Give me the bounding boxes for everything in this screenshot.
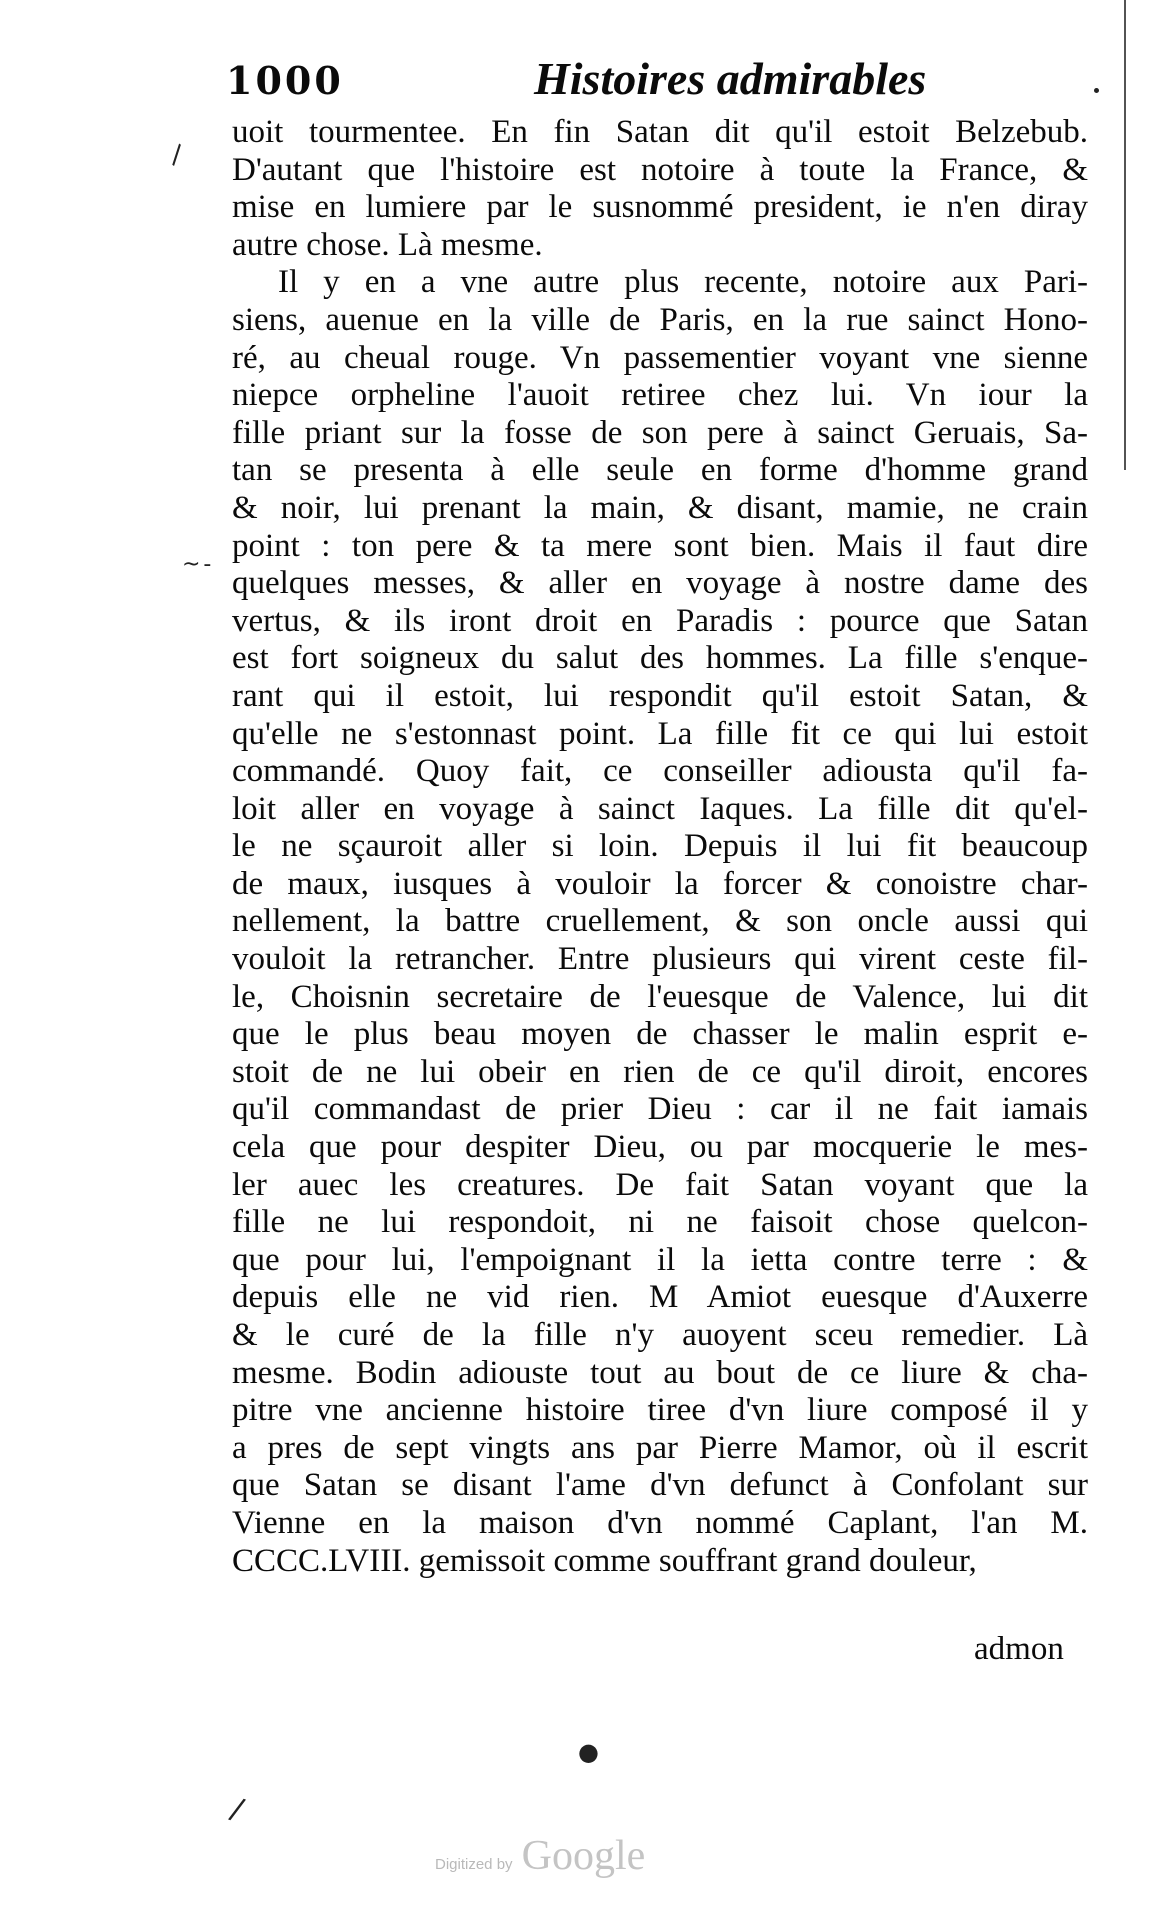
google-logo: Google bbox=[521, 1833, 646, 1879]
text-line: Vienne en la maison d'vn nommé Caplant, l'an M. bbox=[232, 1504, 1088, 1541]
text-line: ler auec les creatures. De fait Satan voyant que la bbox=[232, 1166, 1088, 1203]
text-line: mesme. Bodin adiouste tout au bout de ce liure & cha- bbox=[232, 1354, 1088, 1391]
text-line: cela que pour despiter Dieu, ou par mocquerie le mes- bbox=[232, 1129, 1088, 1166]
text-line: nellement, la battre cruellement, & son oncle aussi qui bbox=[232, 903, 1088, 940]
text-line: que pour lui, l'empoignant il la ietta contre terre : & bbox=[232, 1241, 1088, 1278]
margin-mark: / bbox=[226, 1791, 248, 1828]
text-line: D'autant que l'histoire est notoire à toute la France, & bbox=[232, 151, 1088, 188]
text-line: est fort soigneux du salut des hommes. La fille s'enque- bbox=[232, 640, 1088, 677]
text-line: point : ton pere & ta mere sont bien. Mais il faut dire bbox=[232, 527, 1088, 564]
text-line: & le curé de la fille n'y auoyent sceu remedier. Là bbox=[232, 1317, 1088, 1353]
digitized-watermark bbox=[435, 1832, 735, 1882]
text-line: CCCC.LVIII. gemissoit comme souffrant grand douleur, bbox=[232, 1542, 977, 1579]
text-line: Il y en a vne autre plus recente, notoire aux Pari- bbox=[278, 264, 1088, 301]
digitized-by-text: Digitized by bbox=[435, 1856, 513, 1873]
ink-dot: ● bbox=[578, 1738, 599, 1766]
text-line: quelques messes, & aller en voyage à nostre dame des bbox=[232, 565, 1088, 602]
running-title: Histoires admirables bbox=[534, 53, 927, 104]
text-line: ré, au cheual rouge. Vn passementier voyant vne sienne bbox=[232, 339, 1088, 376]
text-line: commandé. Quoy fait, ce conseiller adiousta qu'il fa- bbox=[232, 753, 1088, 790]
text-line: niepce orpheline l'auoit retiree chez lui. Vn iour la bbox=[232, 377, 1088, 414]
text-line: pitre vne ancienne histoire tiree d'vn liure composé il y bbox=[232, 1392, 1088, 1429]
text-line: tan se presenta à elle seule en forme d'homme grand bbox=[232, 452, 1088, 489]
text-line: de maux, iusques à vouloir la forcer & conoistre char- bbox=[232, 865, 1088, 902]
text-line: depuis elle ne vid rien. M Amiot euesque d'Auxerre bbox=[232, 1279, 1088, 1316]
text-line: vertus, & ils iront droit en Paradis : pource que Satan bbox=[232, 602, 1088, 639]
text-line: rant qui il estoit, lui respondit qu'il estoit Satan, & bbox=[232, 677, 1088, 714]
text-line: a pres de sept vingts ans par Pierre Mamor, où il escrit bbox=[232, 1429, 1088, 1466]
text-line: fille ne lui respondoit, ni ne faisoit chose quelcon- bbox=[232, 1204, 1088, 1241]
text-line: fille priant sur la fosse de son pere à sainct Geruais, Sa- bbox=[232, 414, 1088, 451]
text-line: loit aller en voyage à sainct Iaques. La fille dit qu'el- bbox=[232, 790, 1088, 827]
body-text bbox=[232, 114, 1088, 1580]
text-line: autre chose. Là mesme. bbox=[232, 226, 543, 263]
text-line: le ne sçauroit aller si loin. Depuis il lui fit beaucoup bbox=[232, 828, 1088, 865]
text-line: le, Choisnin secretaire de l'euesque de Valence, lui dit bbox=[232, 978, 1088, 1015]
text-line: & noir, lui prenant la main, & disant, mamie, ne crain bbox=[232, 489, 1088, 526]
page-edge-line bbox=[1124, 0, 1126, 470]
text-line: mise en lumiere par le susnommé president, ie n'en diray bbox=[232, 189, 1088, 226]
page-header bbox=[226, 52, 1086, 112]
text-line: stoit de ne lui obeir en rien de ce qu'il diroit, encores bbox=[232, 1053, 1088, 1090]
text-line: que le plus beau moyen de chasser le malin esprit e- bbox=[232, 1016, 1088, 1053]
text-line: qu'elle ne s'estonnast point. La fille fit ce qui lui estoit bbox=[232, 715, 1088, 752]
ink-speck bbox=[1094, 88, 1099, 93]
text-line: siens, auenue en la ville de Paris, en la rue sainct Hono- bbox=[232, 301, 1088, 338]
margin-mark: ~ - bbox=[182, 552, 210, 577]
catchword: admon bbox=[974, 1631, 1064, 1667]
text-line: que Satan se disant l'ame d'vn defunct à Confolant sur bbox=[232, 1467, 1088, 1504]
text-line: vouloit la retrancher. Entre plusieurs qui virent ceste fil- bbox=[232, 941, 1088, 978]
text-line: qu'il commandast de prier Dieu : car il ne fait iamais bbox=[232, 1091, 1088, 1128]
page-number: 1000 bbox=[226, 58, 344, 103]
text-line: uoit tourmentee. En fin Satan dit qu'il estoit Belzebub. bbox=[232, 114, 1088, 150]
margin-mark: \ bbox=[164, 140, 189, 170]
